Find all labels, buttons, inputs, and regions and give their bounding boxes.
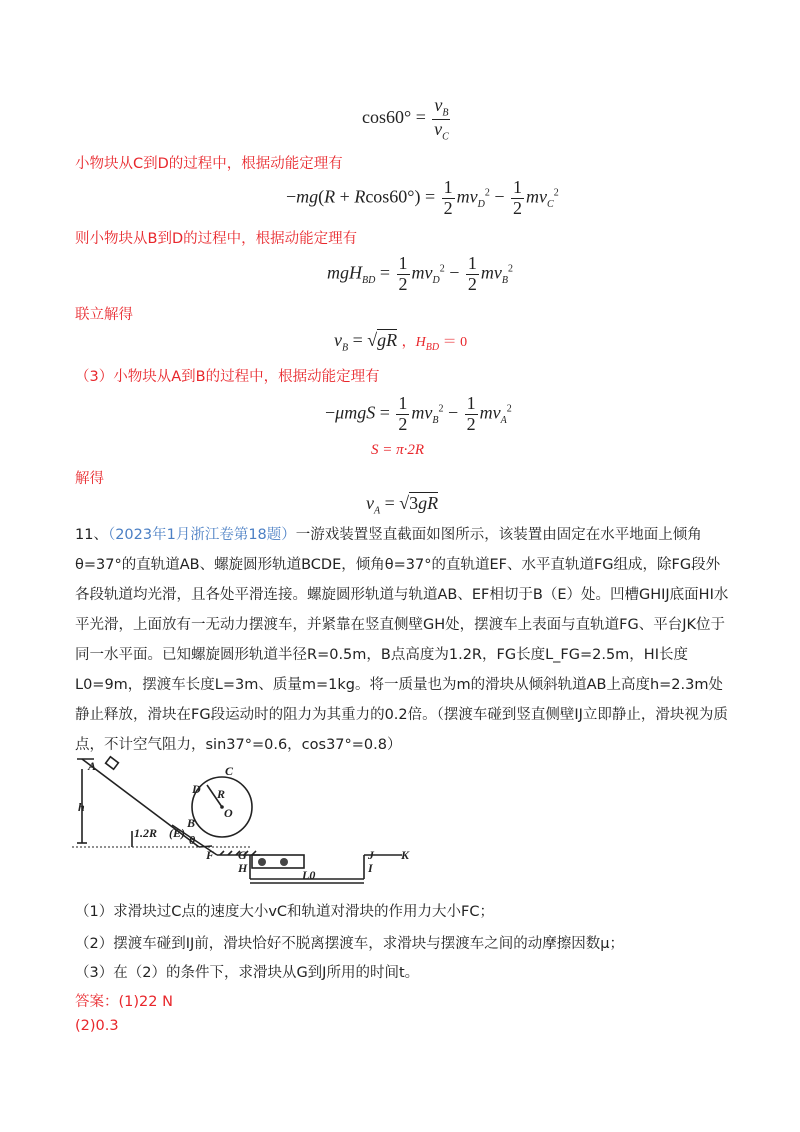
label-r: R xyxy=(217,787,226,801)
eq-energy-ab: −μmgS = $\frac{1}{2}$ $mv_B^2$ − $\frac{1}{2}$ $mv_A^2$ xyxy=(325,393,512,434)
eq-s: S = π·2R xyxy=(371,442,425,458)
label-1-2r: 1.2R xyxy=(134,826,158,840)
label-o: O xyxy=(224,806,233,820)
problem-body: 一游戏装置竖直截面如图所示，该装置由固定在水平地面上倾角θ=37°的直轨道AB、螺旋圆形轨道BCDE，倾角θ=37°的直轨道EF、水平直轨道FG组成，除FG段外各段轨道均光滑，且各处平滑连接。螺旋圆形轨道与轨道AB、EF相切于B（E）处。凹槽GHIJ底面HI水平光滑，上面放有一无动力摆渡车，并紧靠在竖直侧壁GH处，摆渡车上表面与直轨道FG、平台JK位于同一水平面。已知螺旋圆形轨道半径R=0.5m，B点高度为1.2R，FG长度L_FG=2.5m，HI长度L0=9m，摆渡车长度L=3m、质量m=1kg。将一质量也为m的滑块从倾斜轨道AB上高度h=2.3m处静止释放，滑块在FG段运动时的阻力为其重力的0.2倍。（摆渡车碰到竖直侧壁IJ立即静止，滑块视为质点，不计空气阻力，sin37°=0.6，cos37°=0.8） xyxy=(75,527,729,753)
text-b-to-d: 则小物块从B到D的过程中，根据动能定理有 xyxy=(75,231,358,247)
label-l0: L0 xyxy=(302,868,316,882)
text-c-to-d: 小物块从C到D的过程中，根据动能定理有 xyxy=(75,156,343,172)
text-jiede: 解得 xyxy=(75,471,104,487)
label-theta: θ xyxy=(189,833,196,847)
label-e: (E) xyxy=(169,826,185,840)
eq-cos60: cos60° = $\frac{v_B}{v_C}$ xyxy=(362,95,449,143)
question-2: （2）摆渡车碰到IJ前，滑块恰好不脱离摆渡车，求滑块与摆渡车之间的动摩擦因数μ； xyxy=(75,936,625,952)
label-k: K xyxy=(401,848,410,862)
problem-source: （2023年1月浙江卷第18题） xyxy=(107,527,296,543)
question-3: （3）在（2）的条件下，求滑块从G到J所用的时间t。 xyxy=(75,965,420,981)
eq-energy-bd: mgH$_{BD}$ = $\frac{1}{2}$ $mv_D^2$ − $\frac{1}{2}$ $mv_B^2$ xyxy=(327,253,513,294)
problem-number: 11、 xyxy=(75,527,108,543)
question-1: （1）求滑块过C点的速度大小vC和轨道对滑块的作用力大小FC； xyxy=(75,904,495,920)
answer-1: (1)22 N xyxy=(118,994,173,1010)
eq-va-result: $v_A = √3gR$ xyxy=(366,493,439,517)
label-i: I xyxy=(368,861,373,875)
eq-energy-cd: −mg(R + Rcos60°) = $\frac{1}{2}$ $mv_D^2$ − $\frac{1}{2}$ $mv_C^2$ xyxy=(286,177,559,218)
label-h2: H xyxy=(238,861,248,875)
text-part3: （3）小物块从A到B的过程中，根据动能定理有 xyxy=(75,369,380,385)
answer-label: 答案： xyxy=(75,994,119,1010)
label-c: C xyxy=(225,764,234,778)
answer-block xyxy=(75,990,173,1011)
track-figure xyxy=(72,755,417,890)
eq-vb-result: $v_B = √gR$ ，$H_{BD} = 0$ xyxy=(334,330,468,354)
label-h: h xyxy=(78,800,85,814)
label-g: G xyxy=(238,848,247,862)
problem-11 xyxy=(75,520,730,760)
label-j: J xyxy=(368,848,374,862)
label-d: D xyxy=(192,782,201,796)
text-solve: 联立解得 xyxy=(75,307,133,323)
label-a: A xyxy=(88,759,97,773)
label-f: F xyxy=(206,848,215,862)
label-b: B xyxy=(187,816,196,830)
answer-2: (2)0.3 xyxy=(75,1018,119,1034)
